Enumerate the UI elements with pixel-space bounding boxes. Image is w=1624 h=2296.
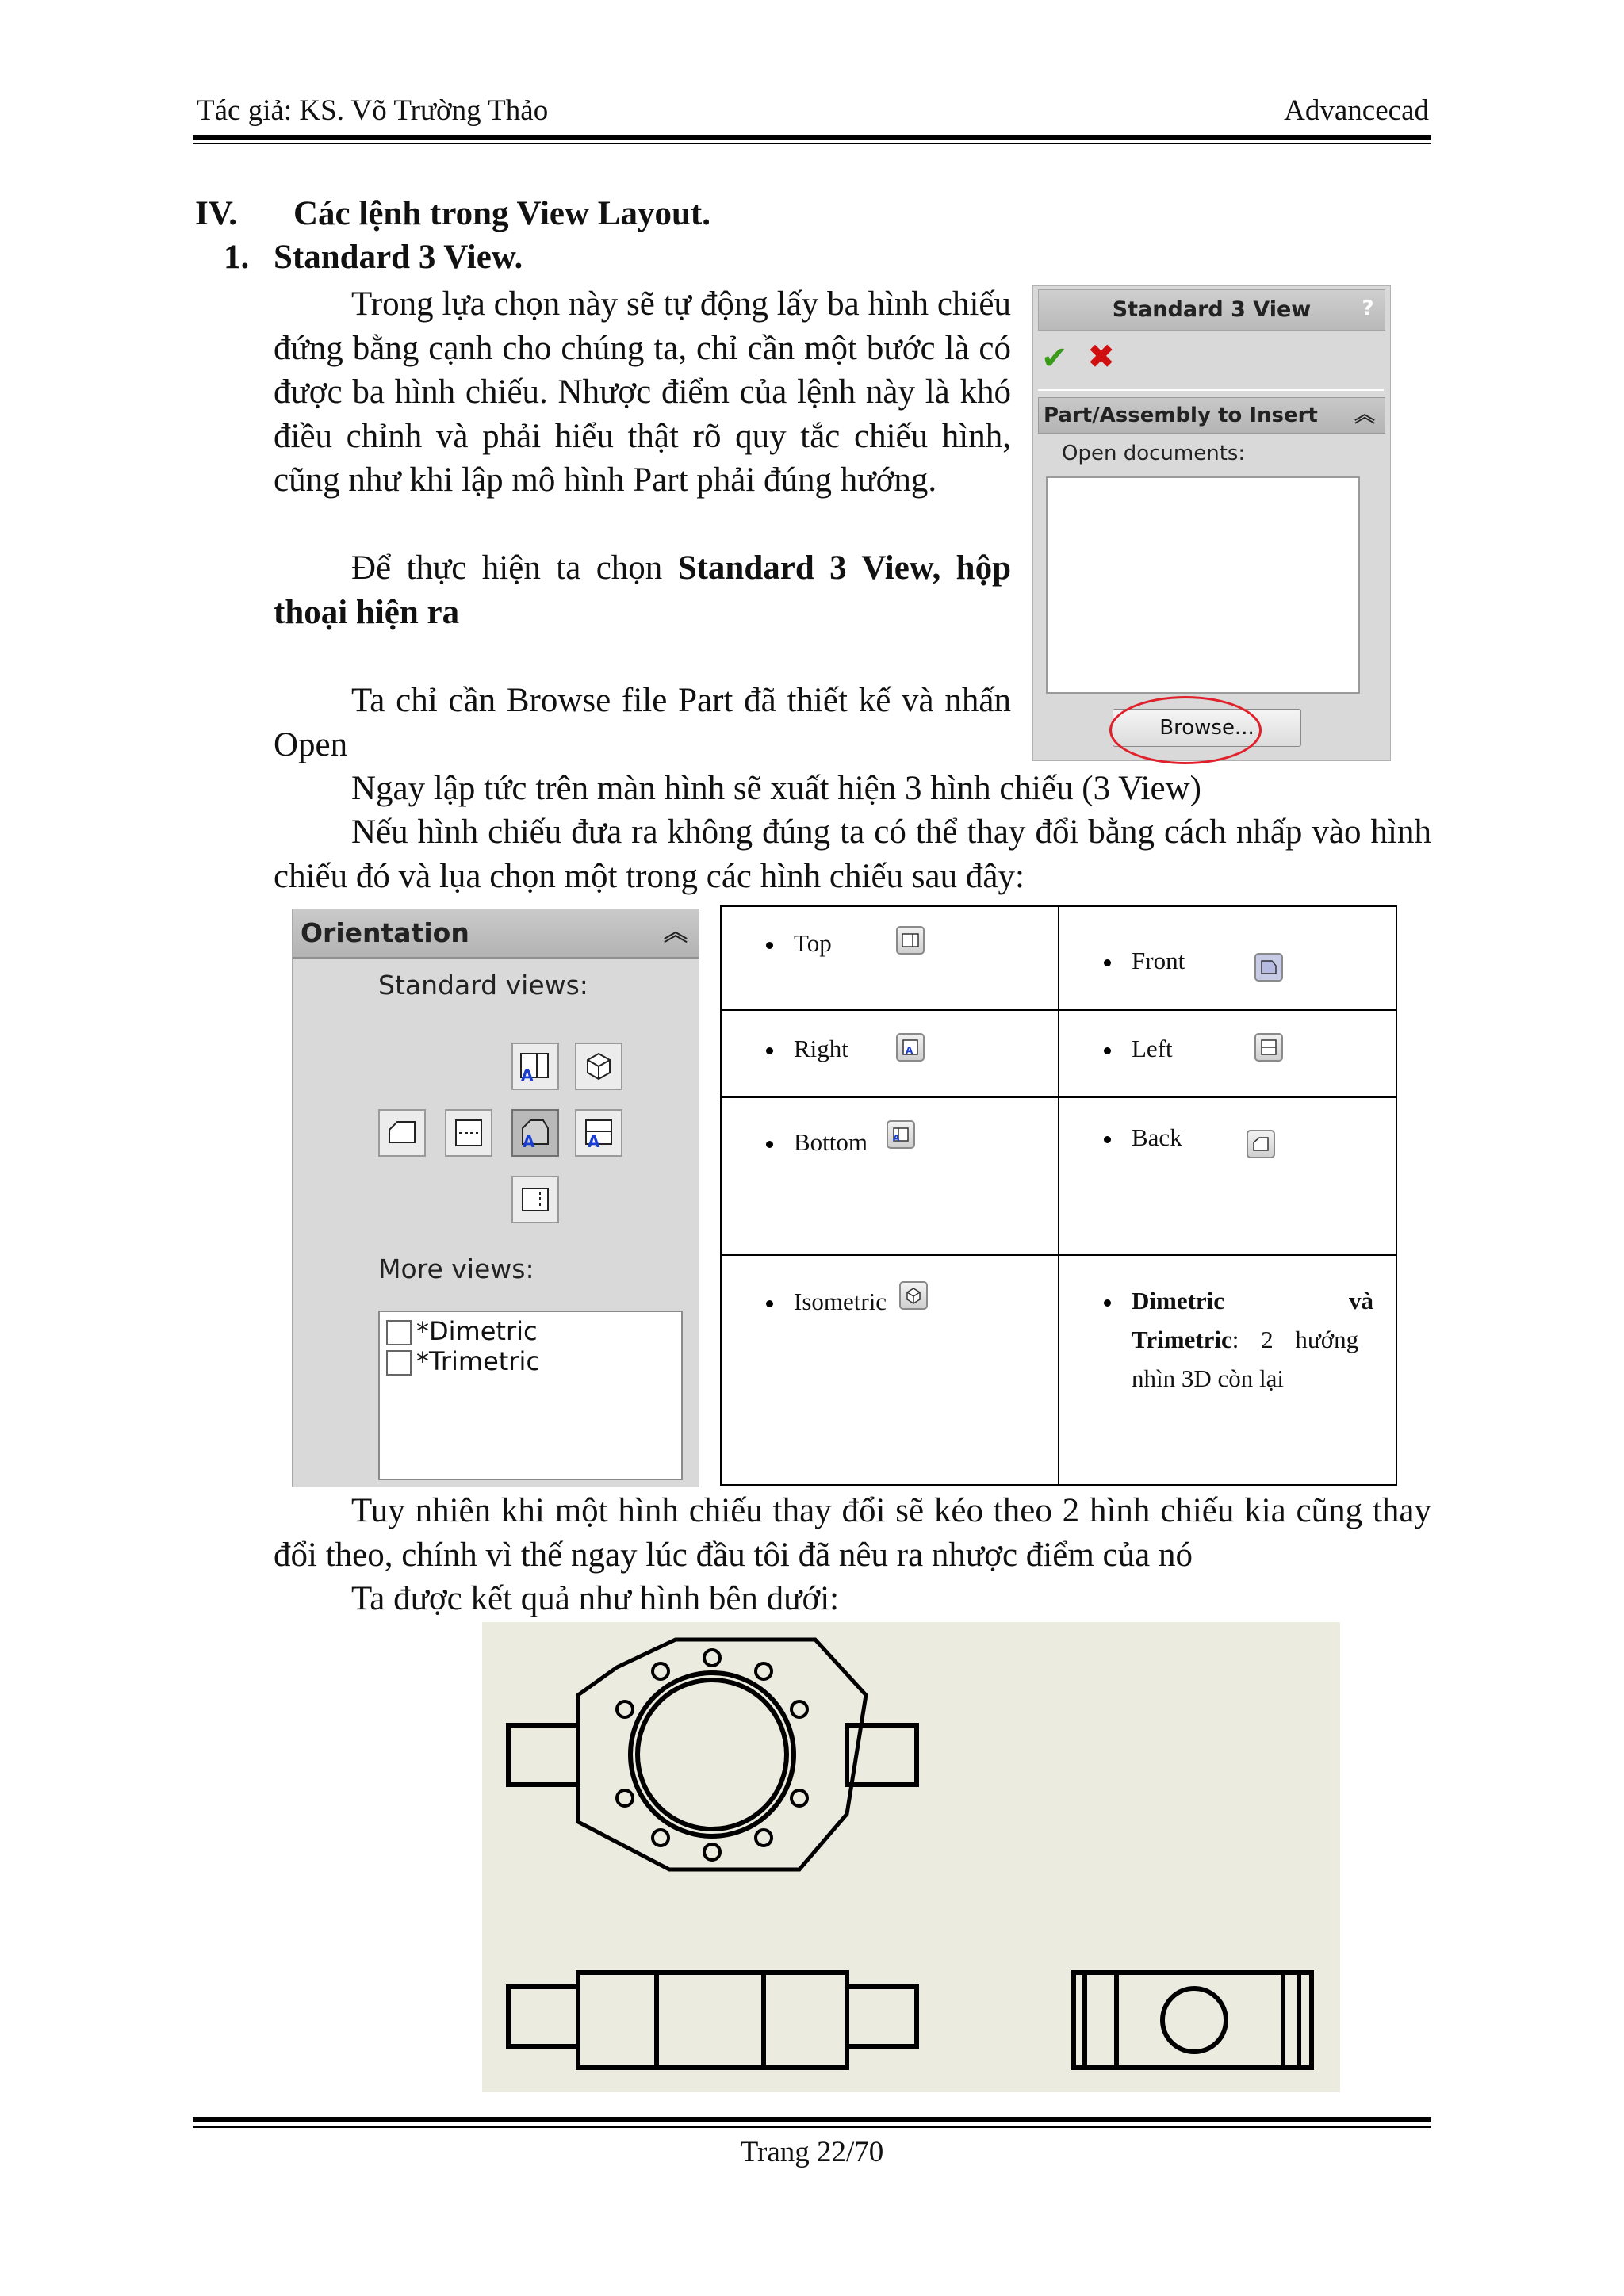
view-label-bottom: Bottom bbox=[794, 1128, 868, 1156]
panel-title: Standard 3 View bbox=[1038, 289, 1385, 331]
collapse-chevron-icon[interactable]: ︽ bbox=[1354, 404, 1375, 427]
svg-text:A: A bbox=[893, 1133, 900, 1143]
top-view-icon[interactable] bbox=[511, 1043, 559, 1090]
view-label-left: Left bbox=[1132, 1035, 1173, 1062]
dimetric-label: *Dimetric bbox=[416, 1316, 538, 1346]
orientation-title: Orientation bbox=[301, 917, 469, 948]
checkbox[interactable] bbox=[386, 1320, 412, 1345]
isometric-view-icon[interactable] bbox=[575, 1043, 622, 1090]
front-view-left-boss bbox=[508, 1987, 578, 2046]
orientation-panel bbox=[292, 909, 699, 1487]
bullet bbox=[1104, 1299, 1111, 1307]
trimetric-bold-label: Trimetric bbox=[1132, 1326, 1232, 1353]
standard-views-label: Standard views: bbox=[378, 970, 588, 1001]
table-cell-left bbox=[1059, 1010, 1396, 1097]
views-table bbox=[720, 905, 1397, 1486]
page-number: Trang 22/70 bbox=[740, 2136, 884, 2168]
divider bbox=[1038, 389, 1384, 391]
trimetric-label: *Trimetric bbox=[416, 1346, 540, 1376]
left-view-icon bbox=[1254, 1033, 1283, 1062]
view-label-right: Right bbox=[794, 1035, 848, 1062]
table-cell-front bbox=[1059, 906, 1396, 1010]
help-icon[interactable]: ? bbox=[1362, 297, 1374, 320]
bottom-view-icon bbox=[887, 1120, 915, 1149]
orientation-header[interactable] bbox=[293, 909, 699, 959]
header-brand: Advancecad bbox=[1284, 94, 1429, 127]
dimetric-description: : 2 hướng bbox=[1231, 1326, 1359, 1353]
table-cell-dimetric bbox=[1059, 1255, 1396, 1485]
front-view-icon[interactable] bbox=[378, 1109, 426, 1157]
header-author: Tác giả: KS. Võ Trường Thảo bbox=[197, 94, 549, 127]
checkmark-icon[interactable]: ✔ bbox=[1041, 340, 1068, 377]
bullet bbox=[766, 1047, 773, 1054]
top-view-left-boss bbox=[508, 1725, 578, 1785]
right-view-icon bbox=[896, 1033, 925, 1062]
front-view-icon bbox=[1254, 953, 1283, 982]
open-documents-list[interactable] bbox=[1046, 476, 1360, 694]
top-view-bore-outer bbox=[630, 1673, 794, 1836]
part-assembly-section-header[interactable] bbox=[1038, 397, 1385, 434]
paragraph-instruction-prefix: Để thực hiện ta chọn bbox=[351, 549, 678, 587]
top-view-bore-inner bbox=[638, 1680, 787, 1829]
svg-text:A: A bbox=[523, 1132, 535, 1150]
bullet bbox=[1104, 1136, 1111, 1143]
bullet bbox=[766, 942, 773, 949]
dimetric-option[interactable] bbox=[386, 1317, 538, 1345]
side-view-bore bbox=[1162, 1988, 1226, 2052]
table-cell-top bbox=[721, 906, 1059, 1010]
bullet bbox=[1104, 959, 1111, 966]
header-rule-thin bbox=[193, 143, 1431, 144]
paragraph-result: Ngay lập tức trên màn hình sẽ xuất hiện 3 hình chiếu (3 View) bbox=[351, 770, 1201, 807]
back-view-icon bbox=[1247, 1130, 1275, 1158]
right-view-icon[interactable] bbox=[575, 1109, 622, 1157]
close-icon[interactable]: ✖ bbox=[1087, 337, 1116, 376]
table-cell-bottom bbox=[721, 1097, 1059, 1255]
subsection-title: Standard 3 View. bbox=[274, 239, 523, 276]
browse-button[interactable]: Browse... bbox=[1113, 709, 1301, 747]
standard-3-view-panel bbox=[1032, 285, 1391, 761]
checkbox[interactable] bbox=[386, 1350, 412, 1376]
bottom-view-icon[interactable] bbox=[511, 1176, 559, 1223]
dimetric-description-2: nhìn 3D còn lại bbox=[1132, 1364, 1284, 1392]
open-documents-label: Open documents: bbox=[1062, 442, 1246, 465]
dimetric-bold-label: Dimetric bbox=[1132, 1287, 1225, 1314]
highlight-circle bbox=[1109, 696, 1262, 764]
view-label-isometric: Isometric bbox=[794, 1288, 887, 1315]
bullet bbox=[1104, 1047, 1111, 1054]
view-label-front: Front bbox=[1132, 947, 1185, 974]
paragraph-change: Nếu hình chiếu đưa ra không đúng ta có thể thay đổi bằng cách nhấp vào hình chiếu đó và lụa chọn một trong các hình chiếu sau đây: bbox=[274, 813, 1431, 895]
bullet bbox=[766, 1141, 773, 1148]
paragraph-intro: Trong lựa chọn này sẽ tự động lấy ba hình chiếu đứng bằng cạnh cho chúng ta, chỉ cần một bước là có được ba hình chiếu. Nhược điểm của lệnh này là khó điều chỉnh và phải hiểu thật rõ quy tắc chiếu hình, cũng như khi lập mô hình Part phải đúng hướng. bbox=[274, 285, 1011, 499]
view-label-top: Top bbox=[794, 929, 832, 957]
paragraph-browse: Ta chỉ cần Browse file Part đã thiết kế và nhấn Open bbox=[274, 682, 1011, 763]
top-view-icon bbox=[896, 926, 925, 955]
front-view-body bbox=[578, 1973, 847, 2068]
svg-text:A: A bbox=[521, 1066, 534, 1084]
trimetric-option[interactable] bbox=[386, 1347, 540, 1376]
collapse-chevron-icon[interactable]: ︽ bbox=[664, 919, 688, 947]
svg-text:A: A bbox=[588, 1132, 600, 1150]
left-view-icon[interactable] bbox=[445, 1109, 492, 1157]
more-views-list bbox=[378, 1311, 683, 1480]
svg-text:A: A bbox=[906, 1045, 914, 1056]
bullet bbox=[766, 1300, 773, 1307]
drawing-canvas bbox=[482, 1622, 1340, 2092]
front-view-right-boss bbox=[847, 1987, 917, 2046]
section-header-label: Part/Assembly to Insert bbox=[1044, 404, 1318, 427]
subsection-number: 1. bbox=[224, 239, 250, 276]
paragraph-instruction-bold: Standard 3 View, hộp thoại hiện ra bbox=[274, 549, 1011, 631]
dimetric-conjunction: và bbox=[1349, 1287, 1373, 1314]
paragraph-outcome: Ta được kết quả như hình bên dưới: bbox=[351, 1580, 840, 1617]
table-cell-right bbox=[721, 1010, 1059, 1097]
paragraph-note: Tuy nhiên khi một hình chiếu thay đổi sẽ kéo theo 2 hình chiếu kia cũng thay đổi theo, chính vì thế ngay lúc đầu tôi đã nêu ra nhược điểm của nó bbox=[274, 1492, 1431, 1574]
footer-rule-thin bbox=[193, 2126, 1431, 2128]
isometric-view-icon bbox=[899, 1281, 928, 1310]
view-label-back: Back bbox=[1132, 1123, 1182, 1151]
section-title: Các lệnh trong View Layout. bbox=[293, 195, 710, 232]
front-selected-view-icon[interactable] bbox=[511, 1109, 559, 1157]
section-number: IV. bbox=[195, 195, 237, 232]
table-cell-isometric bbox=[721, 1255, 1059, 1485]
more-views-label: More views: bbox=[378, 1253, 534, 1284]
footer-rule bbox=[193, 2117, 1431, 2122]
three-view-drawing bbox=[482, 1622, 1340, 2092]
paragraph-instruction bbox=[274, 546, 1011, 634]
header-rule bbox=[193, 135, 1431, 140]
table-cell-back bbox=[1059, 1097, 1396, 1255]
